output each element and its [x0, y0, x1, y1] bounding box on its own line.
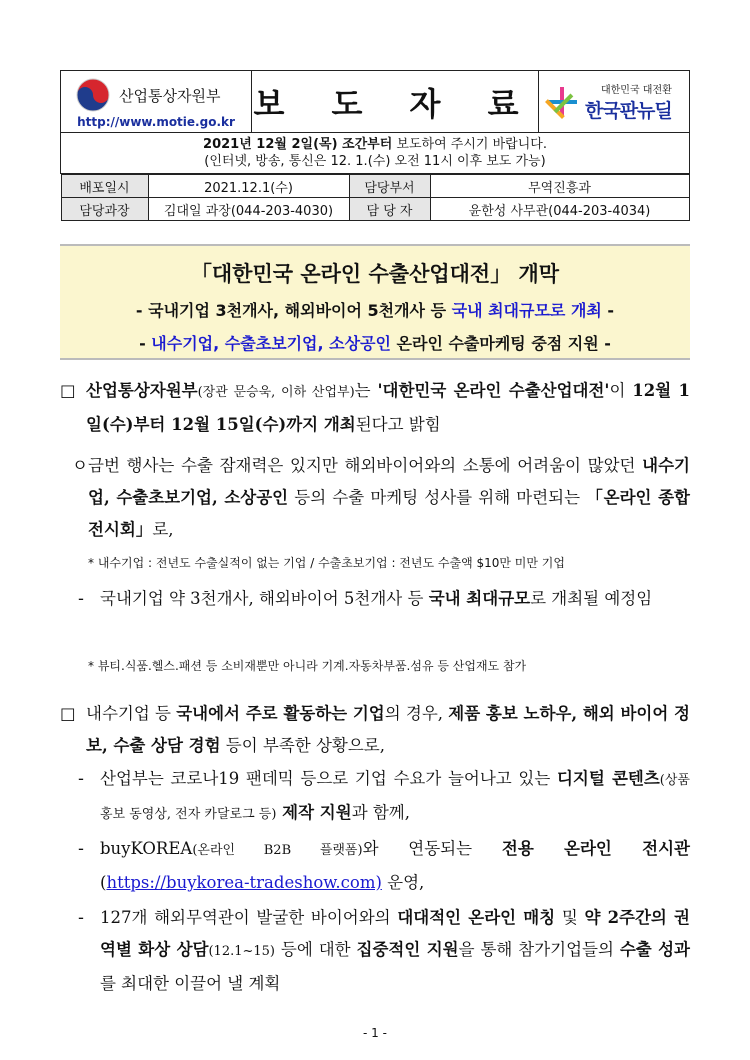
paragraph-7: 127개 해외무역관이 발굴한 바이어와의 대대적인 온라인 매칭 및 약 2주간의 권역별 화상 상담(12.1~15) 등에 대한 집중적인 지원을 통해 참가기업들의 수출 성과를 최대한 이끌어 낼 계획: [100, 908, 690, 993]
ministry-name: 산업통상자원부: [119, 86, 221, 105]
paragraph-7-bullet: -: [78, 908, 84, 927]
paragraph-6: buyKOREA(온라인 B2B 플랫폼)와 연동되는 전용 온라인 전시관(https://buykorea-tradeshow.com) 운영,: [100, 839, 690, 892]
paragraph-1: 산업통상자원부(장관 문승욱, 이하 산업부)는 '대한민국 온라인 수출산업대전'이 12월 1일(수)부터 12월 15일(수)까지 개최된다고 밝힘: [86, 381, 690, 434]
doc-title: 보 도 자 료: [252, 71, 539, 133]
new-deal-logo-icon: [545, 85, 579, 119]
embargo-text: 보도하여 주시기 바랍니다.: [392, 137, 547, 152]
dist-value: 2021.12.1(수): [148, 175, 349, 198]
paragraph-4: 내수기업 등 국내에서 주로 활동하는 기업의 경우, 제품 홍보 노하우, 해외 바이어 정보, 수출 상담 경험 등이 부족한 상황으로,: [86, 704, 690, 755]
paragraph-5-bullet: -: [78, 769, 84, 788]
paragraph-4-bullet: □: [60, 704, 76, 723]
headline-sub-2: - 내수기업, 수출초보기업, 소상공인 온라인 수출마케팅 중점 지원 -: [139, 334, 611, 353]
new-deal-big-text: 한국판뉴딜: [585, 99, 672, 122]
paragraph-3: 국내기업 약 3천개사, 해외바이어 5천개사 등 국내 최대규모로 개최될 예정임: [100, 589, 653, 608]
new-deal-logo-cell: [539, 71, 690, 133]
taegeuk-icon: [75, 77, 111, 113]
dept-value: 무역진흥과: [430, 175, 689, 198]
headline-box: [60, 244, 690, 360]
staff-value: 윤한성 사무관(044-203-4034): [430, 198, 689, 221]
manager-label: 담당과장: [61, 198, 148, 221]
paragraph-3-bullet: -: [78, 589, 84, 608]
manager-value: 김대일 과장(044-203-4030): [148, 198, 349, 221]
ministry-logo-cell: [61, 71, 252, 133]
paragraph-2: 금번 행사는 수출 잠재력은 있지만 해외바이어와의 소통에 어려움이 많았던 내수기업, 수출초보기업, 소상공인 등의 수출 마케팅 성사를 위해 마련되는 「온라인 종합 전시회」로,: [88, 456, 690, 539]
info-table: [61, 174, 690, 221]
new-deal-small-text: 대한민국 대전환: [600, 84, 672, 96]
paragraph-2-bullet: ㅇ: [72, 456, 88, 475]
note-1: * 내수기업 : 전년도 수출실적이 없는 기업 / 수출초보기업 : 전년도 수출액 $10만 미만 기업: [88, 556, 565, 570]
embargo-date: 2021년 12월 2일(목) 조간부터: [203, 137, 393, 152]
note-2: * 뷰티.식품.헬스.패션 등 소비재뿐만 아니라 기계.자동차부품.섬유 등 산업재도 참가: [88, 659, 527, 673]
page-number: - 1 -: [363, 1026, 387, 1040]
paragraph-5: 산업부는 코로나19 팬데믹 등으로 기업 수요가 늘어나고 있는 디지털 콘텐츠(상품 홍보 동영상, 전자 카달로그 등) 제작 지원과 함께,: [100, 769, 690, 822]
staff-label: 담 당 자: [349, 198, 430, 221]
tradeshow-link[interactable]: https://buykorea-tradeshow.com): [106, 873, 382, 892]
header-table: [60, 70, 690, 221]
embargo-note: (인터넷, 방송, 통신은 12. 1.(수) 오전 11시 이후 보도 가능): [204, 154, 546, 169]
headline-sub-1: - 국내기업 3천개사, 해외바이어 5천개사 등 국내 최대규모로 개최 -: [135, 301, 615, 320]
dist-label: 배포일시: [61, 175, 148, 198]
paragraph-1-bullet: □: [60, 381, 76, 400]
embargo-notice: [61, 133, 690, 174]
headline-title: 「대한민국 온라인 수출산업대전」 개막: [190, 262, 560, 286]
ministry-url[interactable]: http://www.motie.go.kr: [77, 115, 235, 129]
paragraph-6-bullet: -: [78, 839, 84, 858]
dept-label: 담당부서: [349, 175, 430, 198]
